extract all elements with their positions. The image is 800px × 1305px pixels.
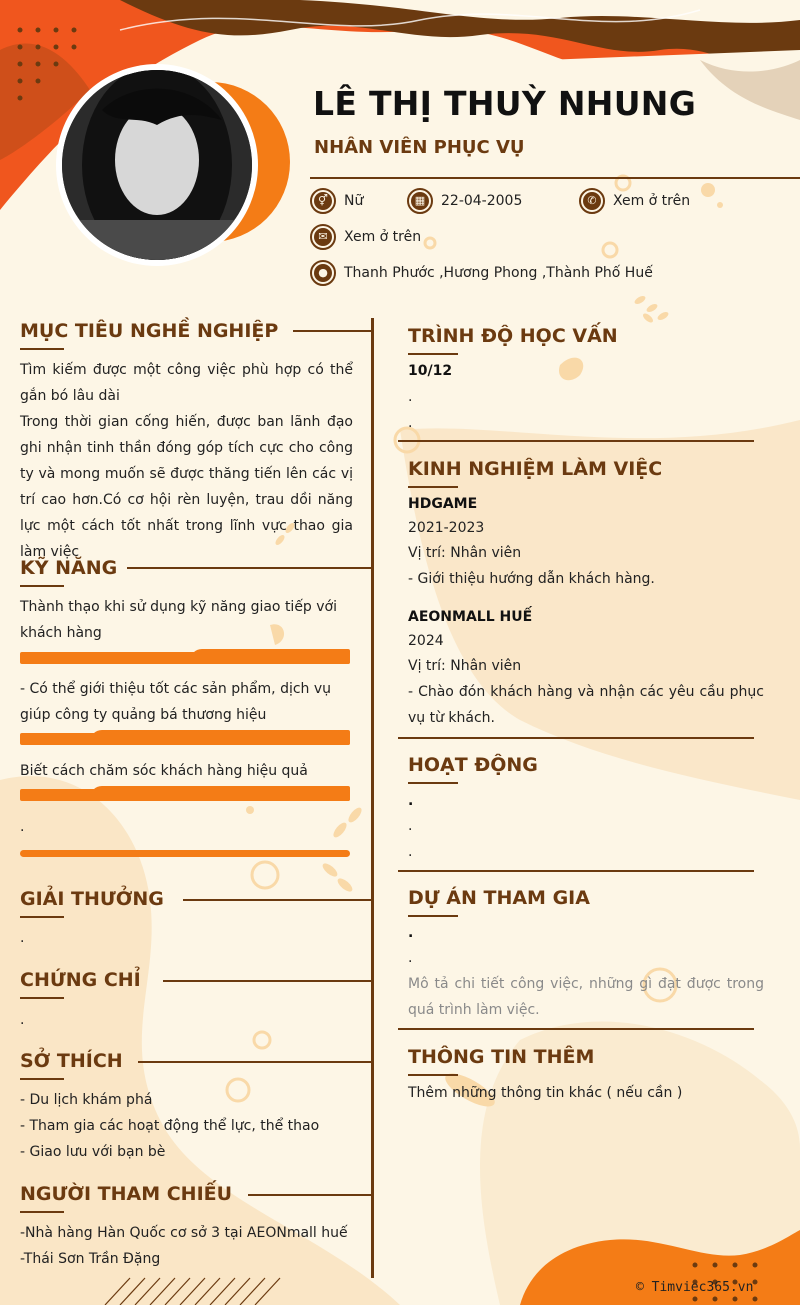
reference-1: -Nhà hàng Hàn Quốc cơ sở 3 tại AEONmall huế (20, 1225, 348, 1241)
section-divider (398, 737, 754, 739)
birthdate-value: 22-04-2005 (441, 193, 523, 209)
activities-line-1: . (408, 793, 414, 809)
certificates-text: . (20, 1012, 25, 1028)
job-2-company: AEONMALL HUẾ (408, 609, 533, 625)
heading-underline (408, 915, 458, 917)
activities-line-3: . (408, 844, 413, 860)
heading-underline (20, 916, 64, 918)
heading-underline (408, 353, 458, 355)
projects-line-2: . (408, 950, 413, 966)
hobby-3: - Giao lưu với bạn bè (20, 1144, 166, 1160)
job-2-description: - Chào đón khách hàng và nhận các yêu cầu phục vụ từ khách. (408, 684, 764, 726)
activities-heading: HOẠT ĐỘNG (408, 754, 538, 776)
objective-text: Tìm kiếm được một công việc phù hợp có thể gắn bó lâu dài Trong thời gian cống hiến, được ban lãnh đạo ghi nhận tinh thần đóng góp tích cực cho công ty và mong muốn sẽ được thăng tiến lên các vị trí cao hơn.Có cơ hội rèn luyện, trau dồi năng lực một cách tốt nhất trong lĩnh vực thao gia làm việc (20, 362, 353, 560)
heading-rule (183, 899, 373, 901)
email-icon: ✉ (310, 224, 336, 250)
heading-underline (20, 1078, 64, 1080)
heading-rule (293, 330, 373, 332)
section-divider (398, 1028, 754, 1030)
gender-icon: ⚥ (310, 188, 336, 214)
heading-rule (127, 567, 373, 569)
skill-3-bar (20, 789, 350, 801)
heading-underline (20, 348, 64, 350)
location-pin-icon: ● (310, 260, 336, 286)
education-heading: TRÌNH ĐỘ HỌC VẤN (408, 325, 618, 347)
hobby-2: - Tham gia các hoạt động thể lực, thể thao (20, 1118, 320, 1134)
address-value: Thanh Phước ,Hương Phong ,Thành Phố Huế (344, 265, 653, 281)
skill-1-bar (20, 652, 350, 664)
heading-underline (408, 486, 458, 488)
avatar-frame (56, 64, 258, 266)
heading-rule (138, 1061, 373, 1063)
projects-description: Mô tả chi tiết công việc, những gì đạt được trong quá trình làm việc. (408, 976, 764, 1018)
center-divider (371, 318, 374, 1278)
education-grade: 10/12 (408, 363, 453, 379)
section-divider (398, 870, 754, 872)
job-title: NHÂN VIÊN PHỤC VỤ (314, 137, 525, 158)
watermark: © Timviec365.vn (636, 1280, 754, 1295)
job-2-period: 2024 (408, 633, 444, 649)
hobby-1: - Du lịch khám phá (20, 1092, 153, 1108)
calendar-icon: ▦ (407, 188, 433, 214)
awards-text: . (20, 930, 25, 946)
projects-heading: DỰ ÁN THAM GIA (408, 887, 590, 909)
phone-icon: ✆ (579, 188, 605, 214)
skill-2-text: - Có thể giới thiệu tốt các sản phẩm, dịch vụ giúp công ty quảng bá thương hiệu (20, 681, 332, 723)
skill-3-text: Biết cách chăm sóc khách hàng hiệu quả (20, 763, 308, 779)
projects-line-1: . (408, 925, 414, 941)
header-divider (310, 177, 800, 179)
skill-4-text: . (20, 819, 25, 835)
hobbies-heading: SỞ THÍCH (20, 1050, 123, 1072)
candidate-name: LÊ THỊ THUỲ NHUNG (313, 84, 697, 123)
section-divider (398, 440, 754, 442)
job-1-company: HDGAME (408, 496, 478, 512)
heading-underline (20, 997, 64, 999)
skills-heading: KỸ NĂNG (20, 557, 118, 579)
skill-2-bar (20, 733, 350, 745)
heading-underline (20, 585, 64, 587)
job-1-period: 2021-2023 (408, 520, 485, 536)
objective-heading: MỤC TIÊU NGHỀ NGHIỆP (20, 320, 279, 342)
heading-underline (20, 1211, 64, 1213)
job-1-description: - Giới thiệu hướng dẫn khách hàng. (408, 571, 655, 587)
activities-line-2: . (408, 818, 413, 834)
experience-heading: KINH NGHIỆM LÀM VIỆC (408, 458, 663, 480)
skill-1-text: Thành thạo khi sử dụng kỹ năng giao tiếp với khách hàng (20, 599, 338, 641)
additional-info-text: Thêm những thông tin khác ( nếu cần ) (408, 1085, 683, 1101)
education-line-1: . (408, 389, 413, 405)
heading-underline (408, 782, 458, 784)
certificates-heading: CHỨNG CHỈ (20, 969, 141, 991)
heading-underline (408, 1074, 458, 1076)
email-value: Xem ở trên (344, 229, 422, 245)
awards-heading: GIẢI THƯỞNG (20, 888, 164, 910)
skill-4-bar (20, 850, 350, 857)
job-1-position: Vị trí: Nhân viên (408, 545, 522, 561)
references-heading: NGƯỜI THAM CHIẾU (20, 1183, 233, 1205)
phone-value: Xem ở trên (613, 193, 691, 209)
heading-rule (163, 980, 373, 982)
heading-rule (248, 1194, 373, 1196)
gender-value: Nữ (344, 193, 364, 209)
education-line-2: . (408, 415, 413, 431)
avatar-photo (62, 70, 252, 260)
job-2-position: Vị trí: Nhân viên (408, 658, 522, 674)
reference-2: -Thái Sơn Trần Đặng (20, 1251, 161, 1267)
additional-info-heading: THÔNG TIN THÊM (408, 1046, 595, 1068)
